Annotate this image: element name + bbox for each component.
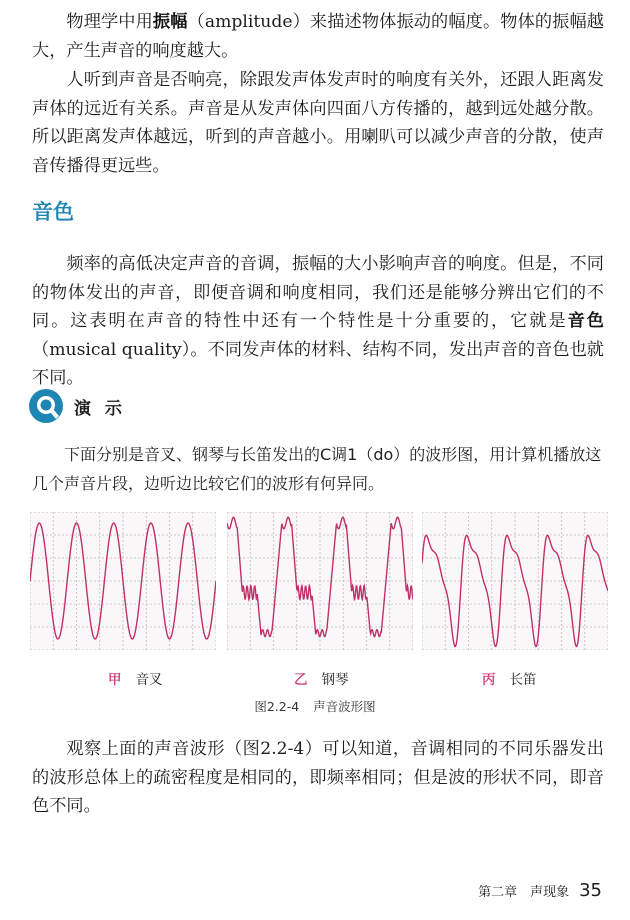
- page-number: 35: [579, 880, 602, 901]
- paragraph-distance: 人听到声音是否响亮，除跟发声体发声时的响度有关外，还跟人距离发声体的远近有关系。声音是从发声体向四面八方传播的，越到远处越分散。所以距离发声体越远，听到的声音越小。用喇叭可以减少声音的分散，使声音传播得更远些。: [32, 70, 604, 176]
- panel-name: 长笛: [509, 672, 537, 688]
- panel-name: 音叉: [135, 672, 163, 688]
- panel-letter: 甲: [108, 672, 122, 688]
- panel-letter: 丙: [482, 672, 496, 688]
- panel-caption-flute: [482, 668, 537, 688]
- p1-text-after: （amplitude）来描述物体振动的幅度。物体的振幅越大，产生声音的响度越大。: [32, 12, 604, 61]
- paragraph-timbre: [32, 250, 604, 393]
- panel-letter: 乙: [294, 672, 308, 688]
- waveform-chart-tuning-fork: [30, 512, 216, 650]
- panel-caption-piano: [294, 668, 349, 688]
- demo-header: [28, 388, 126, 424]
- figure-caption: [0, 697, 630, 715]
- section-title: 音色: [32, 200, 74, 224]
- p3-text-after: （musical quality）。不同发声体的材料、结构不同，发出声音的音色也就不同。: [32, 339, 604, 389]
- figure-title: 声音波形图: [313, 699, 376, 714]
- paragraph-observation: 观察上面的声音波形（图2.2-4）可以知道，音调相同的不同乐器发出的波形总体上的疏密程度是相同的，即频率相同；但是波的形状不同，即音色不同。: [32, 739, 604, 817]
- panel-name: 钢琴: [321, 672, 349, 688]
- p3-text-before: 频率的高低决定声音的音调，振幅的大小影响声音的响度。但是，不同的物体发出的声音，即便音调和响度相同，我们还是能够分辨出它们的不同。这表明在声音的特性中还有一个特性是十分重要的，它就是: [32, 254, 604, 332]
- paragraph-amplitude: [32, 8, 604, 65]
- figure-number: 图2.2-4: [254, 699, 300, 714]
- term-amplitude: 振幅: [152, 12, 188, 32]
- waveform-chart-flute: [422, 512, 608, 650]
- waveform-chart-piano: [227, 512, 413, 650]
- page-footer: [478, 880, 602, 901]
- waveform-panel-piano: [227, 512, 413, 650]
- demo-instructions: 下面分别是音叉、钢琴与长笛发出的C调1（do）的波形图，用计算机播放这几个声音片段，边听边比较它们的波形有何异同。: [32, 445, 602, 493]
- magnifier-icon: [28, 388, 64, 424]
- waveform-panel-tuning-fork: [30, 512, 216, 650]
- chapter-label: 第二章 声现象: [478, 885, 570, 900]
- panel-caption-tuning-fork: [108, 668, 163, 688]
- demo-label: 演 示: [74, 398, 126, 419]
- p1-text-before: 物理学中用: [66, 12, 153, 32]
- term-timbre: 音色: [567, 311, 604, 332]
- waveform-panel-flute: [422, 512, 608, 650]
